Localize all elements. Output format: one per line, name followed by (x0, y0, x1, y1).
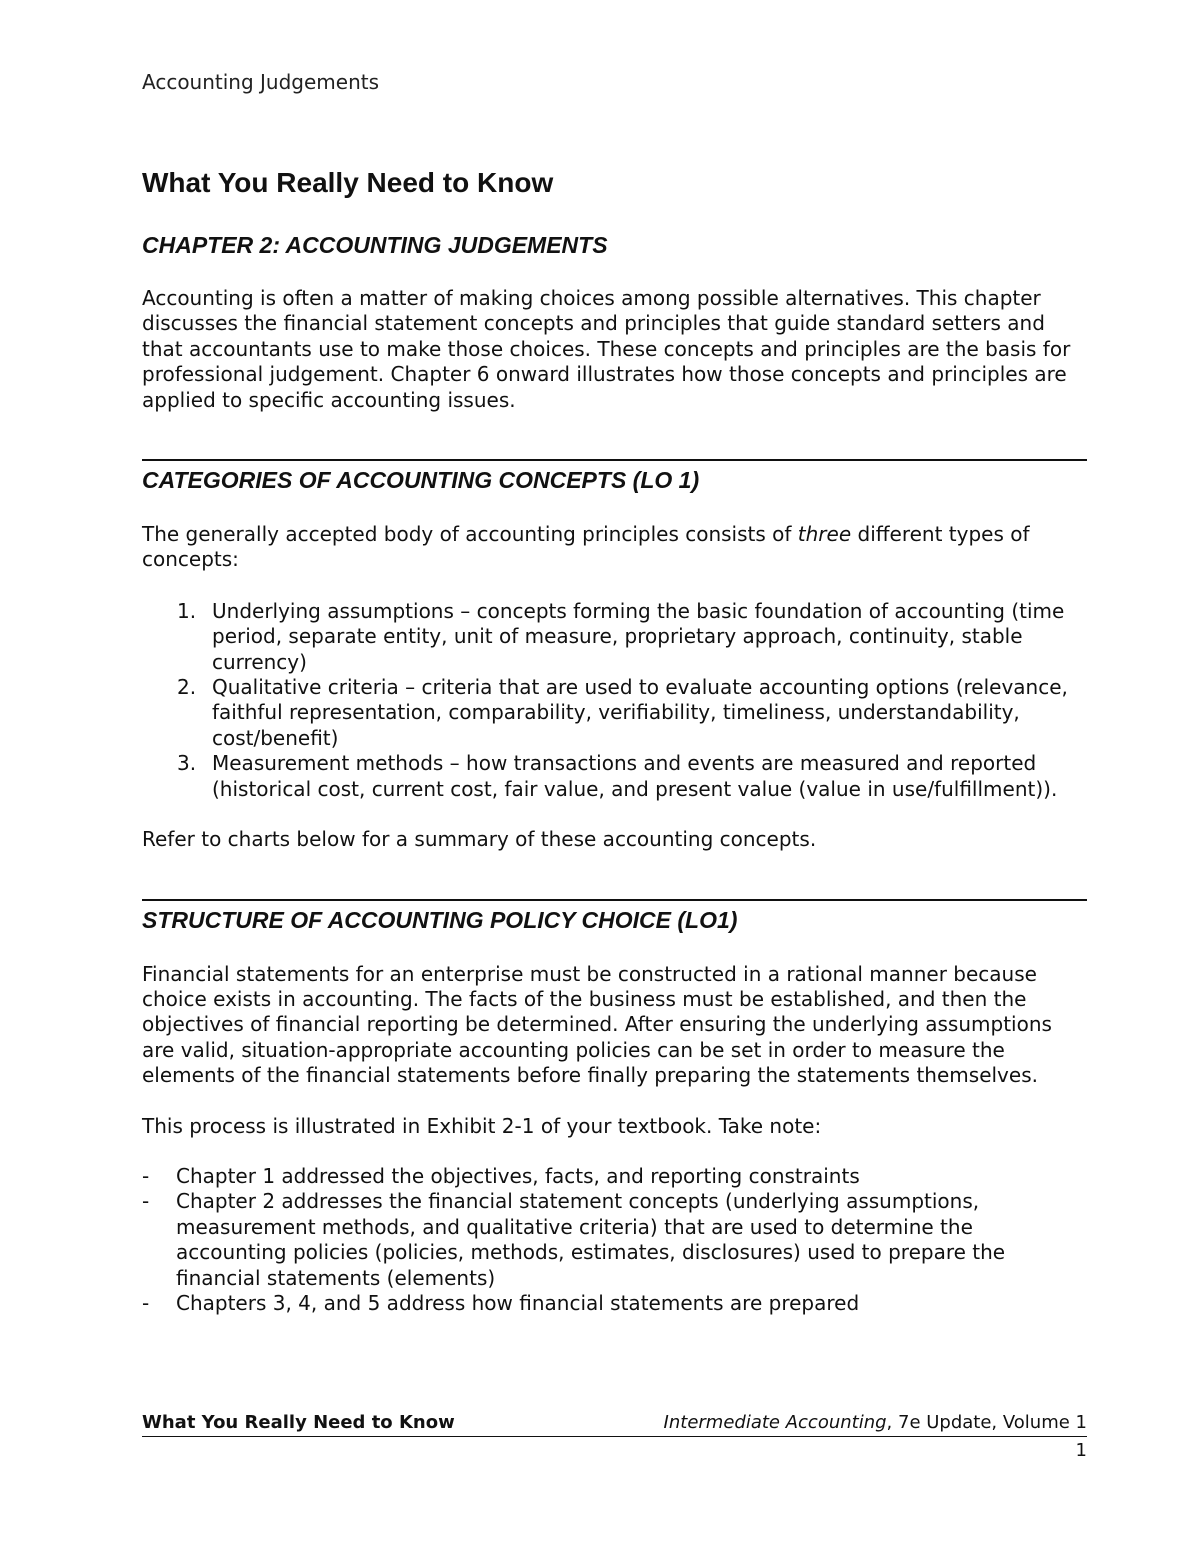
running-header: Accounting Judgements (142, 70, 380, 94)
section-divider (142, 459, 1087, 461)
page-number: 1 (1075, 1440, 1087, 1461)
chapter-notes-list (142, 1164, 1087, 1316)
list-item-text: Chapter 1 addressed the objectives, facts, and reporting constraints (176, 1163, 860, 1188)
list-item-text: Measurement methods – how transactions and events are measured and reported (historical cost, current cost, fair value, and present value (value in use/fulfillment)). (212, 751, 1058, 801)
exhibit-note: This process is illustrated in Exhibit 2-1 of your textbook. Take note: (142, 1113, 822, 1138)
categories-intro-start: The generally accepted body of accounting principles consists of (142, 522, 798, 547)
list-item (142, 675, 1087, 751)
footer-book-name: Intermediate Accounting (663, 1412, 887, 1433)
footer-book-title (664, 1412, 1087, 1433)
document-title: What You Really Need to Know (142, 167, 554, 198)
list-item (142, 1164, 1087, 1189)
list-item (142, 1189, 1087, 1291)
section-heading-categories: CATEGORIES OF ACCOUNTING CONCEPTS (LO 1) (142, 467, 700, 494)
categories-intro-emphasis: three (797, 522, 852, 547)
intro-paragraph: Accounting is often a matter of making choices among possible alternatives. This chapter discusses the financial statement concepts and principles that guide standard setters and that accountants use to make those choices. These concepts and principles are the basis for professional judgement. Chapter 6 onward illustrates how those concepts and principles are applied to specific accounting issues. (142, 286, 1071, 412)
dash-bullet: - (142, 1189, 150, 1214)
chapter-title: CHAPTER 2: ACCOUNTING JUDGEMENTS (142, 232, 608, 258)
list-number: 2. (177, 675, 197, 700)
footer-edition: , 7e Update, Volume 1 (886, 1412, 1087, 1433)
list-item-text: Chapters 3, 4, and 5 address how financial statements are prepared (176, 1290, 860, 1315)
list-item-text: Qualitative criteria – criteria that are used to evaluate accounting options (relevance, faithful representation, comparability, verifiability, timeliness, understandability, cost/benefit) (212, 675, 1068, 750)
list-item-text: Chapter 2 addresses the financial statement concepts (underlying assumptions, measurement methods, and qualitative criteria) that are used to determine the accounting policies (policies, methods, estimates, disclosures) used to prepare the financial statements (elements) (176, 1189, 1006, 1290)
list-item (142, 599, 1087, 675)
page-footer (142, 1412, 1087, 1437)
refer-charts-note: Refer to charts below for a summary of these accounting concepts. (142, 827, 817, 852)
list-item-text: Underlying assumptions – concepts forming the basic foundation of accounting (time period, separate entity, unit of measure, proprietary approach, continuity, stable currency) (212, 598, 1065, 674)
footer-title: What You Really Need to Know (142, 1412, 455, 1433)
dash-bullet: - (142, 1290, 150, 1315)
categories-intro-end: different types of concepts: (142, 522, 1030, 572)
section-divider (142, 899, 1087, 901)
concept-list (142, 599, 1087, 802)
list-number: 1. (177, 598, 197, 623)
list-number: 3. (177, 751, 197, 776)
list-item (142, 1291, 1087, 1316)
dash-bullet: - (142, 1163, 150, 1188)
categories-intro (142, 522, 1087, 573)
list-item (142, 751, 1087, 802)
section-heading-structure: STRUCTURE OF ACCOUNTING POLICY CHOICE (LO1) (142, 906, 738, 933)
structure-paragraph: Financial statements for an enterprise must be constructed in a rational manner because choice exists in accounting. The facts of the business must be established, and then the objectives of financial reporting be determined. After ensuring the underlying assumptions are valid, situation-appropriate accounting policies can be set in order to measure the elements of the financial statements before finally preparing the statements themselves. (142, 961, 1052, 1088)
page-content (142, 166, 1087, 1316)
